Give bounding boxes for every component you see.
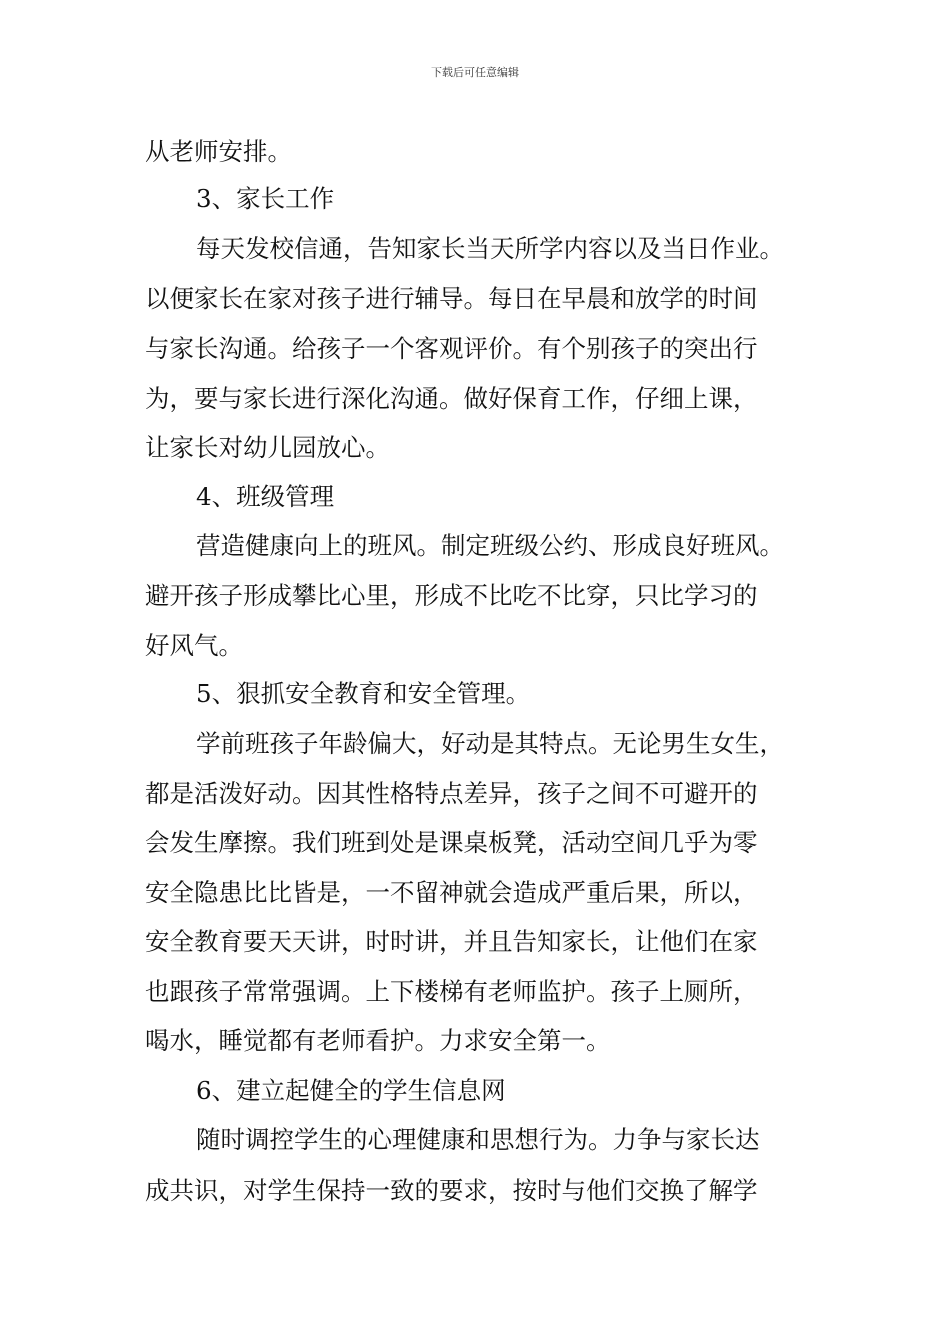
text-line: 安全隐患比比皆是，一不留神就会造成严重后果，所以， bbox=[145, 878, 758, 907]
page-header: 下载后可任意编辑 bbox=[431, 66, 519, 79]
text-line: 从老师安排。 bbox=[145, 137, 292, 166]
text-line: 随时调控学生的心理健康和思想行为。力争与家长达 bbox=[196, 1125, 760, 1154]
text-line: 好风气。 bbox=[145, 631, 243, 660]
section-heading: 6、建立起健全的学生信息网 bbox=[196, 1076, 506, 1105]
section-heading: 5、狠抓安全教育和安全管理。 bbox=[196, 679, 531, 708]
text-line: 为，要与家长进行深化沟通。做好保育工作，仔细上课， bbox=[145, 384, 758, 413]
text-line: 也跟孩子常常强调。上下楼梯有老师监护。孩子上厕所， bbox=[145, 977, 758, 1006]
text-line: 避开孩子形成攀比心里，形成不比吃不比穿，只比学习的 bbox=[145, 581, 758, 610]
text-line: 喝水，睡觉都有老师看护。力求安全第一。 bbox=[145, 1026, 611, 1055]
text-line: 成共识，对学生保持一致的要求，按时与他们交换了解学 bbox=[145, 1176, 758, 1205]
text-line: 会发生摩擦。我们班到处是课桌板凳，活动空间几乎为零 bbox=[145, 828, 758, 857]
text-line: 营造健康向上的班风。制定班级公约、形成良好班风。 bbox=[196, 531, 784, 560]
text-line: 以便家长在家对孩子进行辅导。每日在早晨和放学的时间 bbox=[145, 284, 758, 313]
text-line: 每天发校信通，告知家长当天所学内容以及当日作业。 bbox=[196, 234, 784, 263]
text-line: 安全教育要天天讲，时时讲，并且告知家长，让他们在家 bbox=[145, 927, 758, 956]
text-line: 让家长对幼儿园放心。 bbox=[145, 433, 390, 462]
section-heading: 3、家长工作 bbox=[196, 184, 335, 213]
text-line: 学前班孩子年龄偏大，好动是其特点。无论男生女生， bbox=[196, 729, 784, 758]
text-line: 都是活泼好动。因其性格特点差异，孩子之间不可避开的 bbox=[145, 779, 758, 808]
section-heading: 4、班级管理 bbox=[196, 482, 335, 511]
text-line: 与家长沟通。给孩子一个客观评价。有个别孩子的突出行 bbox=[145, 334, 758, 363]
